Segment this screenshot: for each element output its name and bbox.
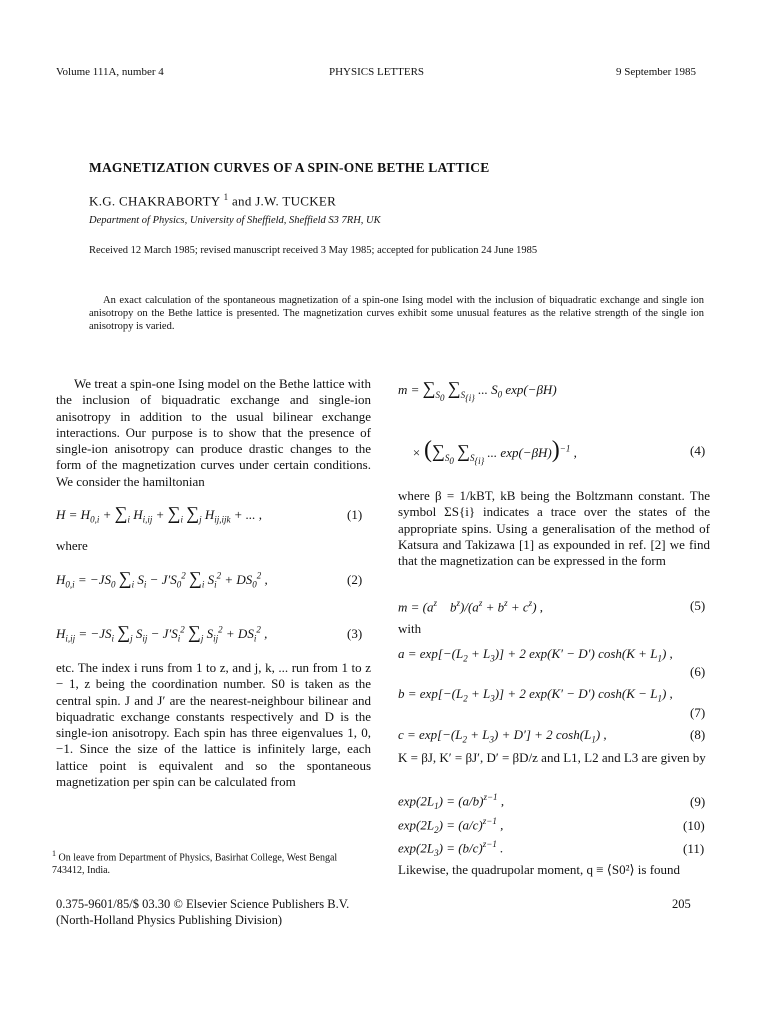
equation-1-number: (1) <box>347 507 363 522</box>
affiliation: Department of Physics, University of Sheffield, Sheffield S3 7RH, UK <box>89 215 381 226</box>
equation-9: $\exp(2L_1) = (a/b)^{z-1}$ , <box>398 792 505 811</box>
equation-4-line-2: × ($\sum_{S_0}$ $\sum_{S_{\{i\}}}$ ... exp(−βH))$^{-1}$ , <box>412 437 577 466</box>
equation-10-number: (10) <box>683 818 705 833</box>
quadrupolar-line: Likewise, the quadrupolar moment, q ≡ ⟨S0²⟩ is found <box>398 862 681 877</box>
volume-label: Volume 111A, number 4 <box>56 66 164 78</box>
footnote <box>52 847 372 877</box>
equation-9-number: (9) <box>690 794 706 809</box>
after-eq4-paragraph: where β = 1/kBT, kB being the Boltzmann constant. The symbol ΣS{i} indicates a trace over the states of the appropriate spins. Using a generalisation of the method of Katsura and Takizawa [1] as expounded in ref. [2] we find that the magnetization can be expressed in the form <box>398 488 710 569</box>
equation-11: $\exp(2L_3) = (b/c)^{z-1}$ . <box>398 839 504 858</box>
author-footnote-mark: 1 <box>223 192 229 202</box>
equation-1: $H = H_{0,i} + \sum_i$ $H_{i,ij} + \sum_i$ $\sum_j$ $H_{ij,ijk}$ + ... , <box>56 503 263 525</box>
equation-5: $m = (a^z$ $b^z)/(a^z + b^z + c^z)$ , <box>398 598 544 615</box>
equation-4-line-1: $m = \sum_{S_0}$ $\sum_{S_{\{i\}}}$ ... $S_0$ exp(−βH) <box>398 378 557 403</box>
equation-8-number: (8) <box>690 727 706 742</box>
author-list <box>89 192 336 209</box>
issue-date: 9 September 1985 <box>616 66 697 78</box>
journal-name: PHYSICS LETTERS <box>329 66 425 78</box>
author-2: and J.W. TUCKER <box>231 193 337 209</box>
author-1: K.G. CHAKRABORTY <box>89 193 221 209</box>
equation-3: $H_{i,ij} = -JS_i$ $\sum_j$ $S_{ij} - J'S_i^2$ $\sum_j$ $S_{ij}^2 + DS_i^2$ , <box>56 622 268 644</box>
copyright-line-2: (North-Holland Physics Publishing Division) <box>56 913 283 927</box>
equation-8: $c = \exp[-(L_2 + L_3) + D'] + 2$ $\cosh(L_1)$ , <box>398 727 607 745</box>
equation-2: $H_{0,i} = -JS_0$ $\sum_i$ $S_i - J'S_0^2$ $\sum_i$ $S_i^2 + DS_0^2$ , <box>56 568 268 590</box>
equation-7: $b = \exp[-(L_2 + L_3)] + 2$ exp(K′ − D′) $\cosh(K - L_1)$ , <box>398 686 673 704</box>
intro-paragraph: We treat a spin-one Ising model on the Bethe lattice with the inclusion of biquadratic exchange and single-ion anisotropy in addition to the usual bilinear exchange interactions. Our purpose is to show that the presence of single-ion anisotropy can produce drastic changes to the form of the magnetization curves under certain conditions. We consider the hamiltonian <box>56 376 371 489</box>
paper-title: MAGNETIZATION CURVES OF A SPIN-ONE BETHE LATTICE <box>89 160 490 175</box>
abstract: An exact calculation of the spontaneous magnetization of a spin-one Ising model with the inclusion of biquadratic exchange and single ion anisotropy on the Bethe lattice is presented. The magnetization curves exhibit some unusual features as the relative strength of the single ion anisotropy is varied. <box>89 295 704 332</box>
equation-6: $a = \exp[-(L_2 + L_3)] + 2$ exp(K′ − D′) $\cosh(K + L_1)$ , <box>398 646 673 664</box>
equation-4-number: (4) <box>690 443 706 458</box>
footnote-mark: 1 <box>52 849 56 858</box>
equation-7-number: (7) <box>690 705 706 720</box>
with-label: with <box>398 621 422 636</box>
equation-6-number: (6) <box>690 664 706 679</box>
where-label: where <box>56 538 88 553</box>
received-dates: Received 12 March 1985; revised manuscript received 3 May 1985; accepted for publication 24 June 1985 <box>89 245 538 256</box>
footnote-text: On leave from Department of Physics, Basirhat College, West Bengal 743412, India. <box>52 852 338 877</box>
definitions-text: K = βJ, K′ = βJ′, D′ = βD/z and L1, L2 and L3 are given by <box>398 750 706 765</box>
copyright-line-1: 0.375-9601/85/$ 03.30 © Elsevier Science Publishers B.V. <box>56 897 350 911</box>
equation-3-number: (3) <box>347 626 363 641</box>
body-paragraph: etc. The index i runs from 1 to z, and j, k, ... run from 1 to z − 1, z being the coordination number. S0 is taken as the central spin. J and J′ are the nearest-neighbour bilinear and biquadratic exchange constants respectively and D is the single-ion anisotropy. Each spin has three eigenvalues 1, 0, −1. Since the size of the lattice is infinitely large, each lattice point is equivalent and so the spontaneous magnetization per spin can be calculated from <box>56 660 371 790</box>
equation-11-number: (11) <box>683 841 705 856</box>
copyright <box>56 896 349 928</box>
equation-2-number: (2) <box>347 572 363 587</box>
page-number: 205 <box>672 897 691 911</box>
equation-10: $\exp(2L_2) = (a/c)^{z-1}$ , <box>398 816 504 835</box>
equation-5-number: (5) <box>690 598 706 613</box>
